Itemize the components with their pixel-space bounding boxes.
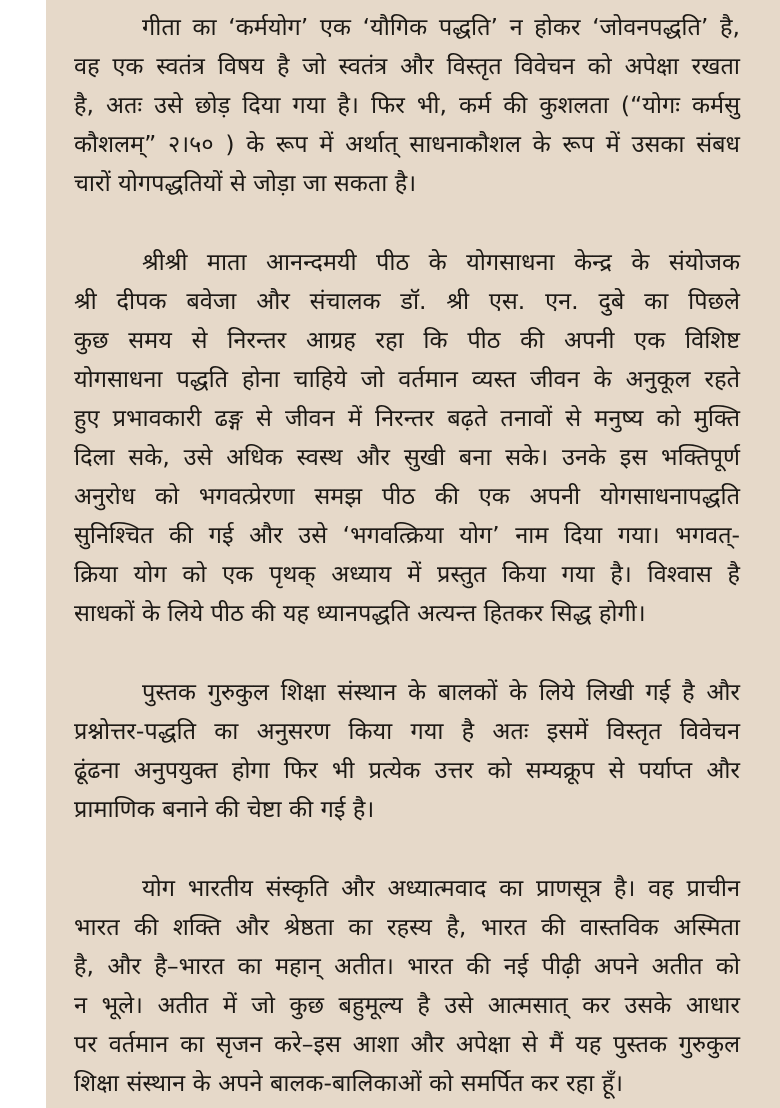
text-line: चारों योगपद्धतियों से जोड़ा जा सकता है। xyxy=(74,169,417,197)
paragraph-dedication xyxy=(74,869,740,1103)
text-line: पर वर्तमान का सृजन करे–इस आशा और अपेक्षा से मैं यह पुस्तक गुरुकुल xyxy=(74,1030,740,1058)
paragraph-gap xyxy=(74,203,740,243)
text-line: योग भारतीय संस्कृति और अध्यात्मवाद का प्राणसूत्र है। वह प्राचीन xyxy=(142,874,740,902)
text-line: योगसाधना पद्धति होना चाहिये जो वर्तमान व्यस्त जीवन के अनुकूल रहते xyxy=(74,365,740,393)
text-line: सुनिश्चित की गई और उसे ‘भगवत्क्रिया योग’ नाम दिया गया। भगवत्- xyxy=(74,521,740,549)
text-line: गीता का ‘कर्मयोग’ एक ‘यौगिक पद्धति’ न होकर ‘जोवनपद्धति’ है, xyxy=(142,13,740,41)
text-line: क्रिया योग को एक पृथक् अध्याय में प्रस्तुत किया गया है। विश्वास है xyxy=(74,560,740,588)
text-line: हुए प्रभावकारी ढङ्ग से जीवन में निरन्तर बढ़ते तनावों से मनुष्य को मुक्ति xyxy=(74,404,740,432)
paragraph-bhagavatkriya xyxy=(74,243,740,633)
paragraph-gap xyxy=(74,829,740,869)
text-line: शिक्षा संस्थान के अपने बालक-बालिकाओं को समर्पित कर रहा हूँ। xyxy=(74,1069,624,1097)
paragraph-gurukul-book xyxy=(74,673,740,829)
text-line: भारत की शक्ति और श्रेष्ठता का रहस्य है, भारत की वास्तविक अस्मिता xyxy=(74,913,740,941)
text-line: ढूंढना अनुपयुक्त होगा फिर भी प्रत्येक उत्तर को सम्यक्रूप से पर्याप्त और xyxy=(74,756,740,784)
text-line: अनुरोध को भगवत्प्रेरणा समझ पीठ की एक अपनी योगसाधनापद्धति xyxy=(74,482,740,510)
text-line: दिला सके, उसे अधिक स्वस्थ और सुखी बना सके। उनके इस भक्तिपूर्ण xyxy=(74,443,740,471)
text-line: प्रामाणिक बनाने की चेष्टा की गई है। xyxy=(74,795,375,823)
text-line: है, अतः उसे छोड़ दिया गया है। फिर भी, कर्म की कुशलता (“योगः कर्मसु xyxy=(74,91,740,119)
text-line: पुस्तक गुरुकुल शिक्षा संस्थान के बालकों के लिये लिखी गई है और xyxy=(142,678,740,706)
paragraph-karmayoga xyxy=(74,8,740,203)
book-page xyxy=(46,0,780,1108)
text-line: कौशलम्” २।५० ) के रूप में अर्थात् साधनाकौशल के रूप में उसका संबध xyxy=(74,130,740,158)
text-line: श्रीश्री माता आनन्दमयी पीठ के योगसाधना केन्द्र के संयोजक xyxy=(142,248,740,276)
paragraph-gap xyxy=(74,633,740,673)
text-line: प्रश्नोत्तर-पद्धति का अनुसरण किया गया है अतः इसमें विस्तृत विवेचन xyxy=(74,717,740,745)
text-line: कुछ समय से निरन्तर आग्रह रहा कि पीठ की अपनी एक विशिष्ट xyxy=(74,326,740,354)
text-line: वह एक स्वतंत्र विषय है जो स्वतंत्र और विस्तृत विवेचन को अपेक्षा रखता xyxy=(74,52,740,80)
text-line: श्री दीपक बवेजा और संचालक डॉ. श्री एस. एन. दुबे का पिछले xyxy=(74,287,740,315)
text-line: साधकों के लिये पीठ की यह ध्यानपद्धति अत्यन्त हितकर सिद्ध होगी। xyxy=(74,599,646,627)
text-line: न भूले। अतीत में जो कुछ बहुमूल्य है उसे आत्मसात् कर उसके आधार xyxy=(74,991,740,1019)
text-line: है, और है–भारत का महान् अतीत। भारत की नई पीढ़ी अपने अतीत को xyxy=(74,952,740,980)
